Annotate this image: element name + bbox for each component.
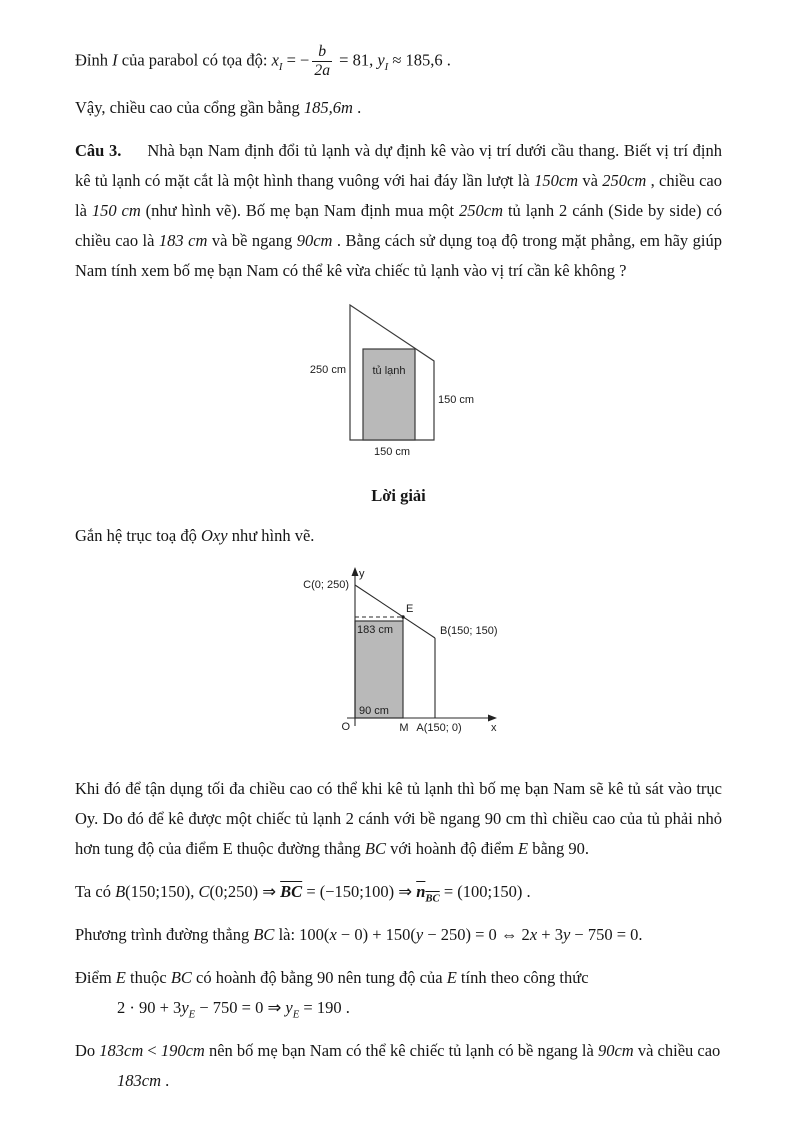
- math-run: Oxy: [201, 526, 228, 546]
- fraction-denominator: 2a: [314, 62, 331, 80]
- final-conclusion-paragraph: [75, 1036, 722, 1096]
- text-run: − 250) = 0 ⇔ 2: [423, 925, 530, 945]
- text-run: 2 · 90 + 3: [117, 998, 182, 1018]
- math-run: x: [271, 50, 279, 70]
- text-run: thuộc: [125, 968, 171, 988]
- text-run: = 81,: [335, 50, 378, 70]
- math-run: BC: [364, 839, 386, 859]
- question-3-statement: [75, 136, 722, 286]
- math-run: x: [529, 925, 538, 945]
- text-run: tính theo công thức: [456, 968, 589, 988]
- text-run: bằng 90.: [528, 839, 590, 859]
- text-run: .: [352, 97, 362, 117]
- vector-BC: $\overline{BC}$: [280, 882, 303, 902]
- math-run: 183 cm: [158, 230, 208, 250]
- normal-vector-n-BC: [416, 882, 440, 905]
- math-run: E: [115, 968, 126, 988]
- fig2-point-A-label: A(150; 0): [416, 722, 462, 735]
- question-label: Câu 3.: [75, 140, 122, 160]
- fig1-left-label: 250 cm: [309, 364, 346, 376]
- fig2-point-M-label: M: [399, 722, 409, 735]
- text-run: Do: [75, 1041, 100, 1061]
- text-run: = 190 .: [299, 998, 350, 1018]
- solution-heading: Lời giải: [371, 486, 426, 506]
- fig2-point-B-label: B(150; 150): [440, 625, 498, 638]
- text-run: có hoành độ bằng 90 nên tung độ của: [191, 968, 447, 988]
- math-run: E: [446, 968, 457, 988]
- text-run: của parabol có tọa độ:: [117, 50, 272, 70]
- text-run: như hình vẽ.: [227, 526, 315, 546]
- math-run: y: [285, 998, 293, 1018]
- math-run: 183cm: [117, 1071, 161, 1091]
- conclusion-height-line: [75, 93, 722, 123]
- text-run: Khi đó để tận dụng tối đa chiều cao có thể khi kê tủ lạnh thì bố mẹ bạn Nam sẽ kê tủ sát vào trục Oy. Do đó để kê được một chiếc tủ lạnh 2 cánh với bề ngang 90 cm thì chiều cao của tủ phải nhỏ hơn tung độ của điểm E thuộc đường thẳng: [75, 779, 722, 859]
- trapezoid-figure-svg: [306, 299, 491, 461]
- fig2-y-axis-label: y: [359, 568, 365, 581]
- math-run: 185,6m: [303, 97, 353, 117]
- figure-trapezoid: [75, 299, 722, 471]
- text-run: ≈ 185,6 .: [388, 50, 451, 70]
- fig1-right-label: 150 cm: [438, 394, 475, 406]
- math-run: y: [562, 925, 571, 945]
- text-run: là: 100(: [274, 925, 330, 945]
- text-run: Gắn hệ trục toạ độ: [75, 526, 201, 546]
- subscript: E: [188, 1008, 196, 1021]
- point-E-computation-paragraph: [75, 963, 722, 1023]
- text-run: tủ lạnh 2 cánh (Side by side) có chiều cao là: [75, 200, 722, 250]
- text-run: Nhà bạn Nam định đổi tủ lạnh và dự định kê vào vị trí dưới cầu thang. Biết vị trí định kê tủ lạnh có mặt cắt là một hình thang vuông với hai đáy lần lượt là: [75, 140, 722, 190]
- math-run: 90cm: [597, 1041, 634, 1061]
- conclusion-continuation-line: [117, 1066, 722, 1096]
- fig2-point-C-label: C(0; 250): [303, 579, 349, 592]
- math-run: BC: [170, 968, 192, 988]
- x-axis-arrow-icon: [488, 715, 497, 722]
- fig2-point-E-label: E: [406, 603, 414, 616]
- text-run: = (100;150) .: [439, 882, 531, 902]
- text-run: Đỉnh: [75, 50, 113, 70]
- math-run: y: [415, 925, 424, 945]
- math-run: y: [377, 50, 385, 70]
- math-run: n: [416, 882, 426, 902]
- figure-coordinate-system: [75, 564, 722, 756]
- text-run: <: [143, 1041, 161, 1061]
- math-run: 190cm: [160, 1041, 205, 1061]
- fig2-origin-label: O: [341, 721, 350, 734]
- text-run: . Bằng cách sử dụng toạ độ trong mặt phẳng, em hãy giúp Nam tính xem bố mẹ bạn Nam có thể kê vừa chiếc tủ lạnh vào vị trí cần kê không ?: [75, 230, 722, 280]
- text-run: (150;150),: [125, 882, 199, 902]
- text-run: (0;250) ⇒: [209, 882, 281, 902]
- fig2-height-label: 183 cm: [357, 624, 394, 637]
- text-run: − 0) + 150(: [336, 925, 416, 945]
- subscript: I: [384, 61, 389, 74]
- text-run: + 3: [537, 925, 563, 945]
- point-E-dot: [401, 615, 404, 618]
- math-run: 150 cm: [91, 200, 141, 220]
- text-run: Điểm: [75, 968, 116, 988]
- fig2-width-label: 90 cm: [359, 705, 389, 718]
- text-run: Phương trình đường thẳng: [75, 925, 254, 945]
- subscript: BC: [425, 892, 440, 905]
- reasoning-paragraph: [75, 774, 722, 864]
- text-run: và: [578, 170, 603, 190]
- math-run: 183cm: [99, 1041, 144, 1061]
- subscript: E: [292, 1008, 300, 1021]
- text-run: , chiều cao là: [75, 170, 722, 220]
- fig2-x-axis-label: x: [491, 722, 497, 735]
- fig1-fridge-label: tủ lạnh: [372, 365, 406, 377]
- text-run: = −: [282, 50, 310, 70]
- math-run: B: [115, 882, 126, 902]
- line-equation-paragraph: [75, 920, 722, 950]
- text-run: − 750 = 0.: [570, 925, 643, 945]
- math-run: I: [112, 50, 118, 70]
- math-run: C: [198, 882, 210, 902]
- math-run: y: [181, 998, 189, 1018]
- math-run: 250cm: [459, 200, 504, 220]
- text-run: với hoành độ điểm: [385, 839, 518, 859]
- math-run: 250cm: [602, 170, 647, 190]
- math-run: x: [329, 925, 337, 945]
- fridge-rect: [363, 349, 415, 440]
- vector-computation-line: [75, 877, 722, 907]
- math-run: 90cm: [296, 230, 333, 250]
- text-run: = (−150;100) ⇒: [302, 882, 417, 902]
- axes-setup-line: [75, 521, 722, 551]
- text-run: .: [161, 1071, 170, 1091]
- fraction-b-over-2a: [312, 44, 332, 80]
- text-run: nên bố mẹ bạn Nam có thể kê chiếc tủ lạnh có bề ngang là: [204, 1041, 598, 1061]
- equation-line: [117, 993, 722, 1023]
- text-run: và chiều cao: [633, 1041, 721, 1061]
- subscript: I: [278, 61, 283, 74]
- text-run: (như hình vẽ). Bố mẹ bạn Nam định mua một: [140, 200, 460, 220]
- text-run: và bề ngang: [207, 230, 297, 250]
- text-run: − 750 = 0 ⇒: [195, 998, 286, 1018]
- parabola-vertex-line: [75, 44, 722, 80]
- fraction-numerator: b: [312, 44, 332, 62]
- text-run: Vậy, chiều cao của cổng gần bằng: [75, 97, 304, 117]
- math-run: E: [517, 839, 529, 859]
- text-run: Ta có: [75, 882, 116, 902]
- math-run: 150cm: [534, 170, 579, 190]
- math-run: BC: [253, 925, 275, 945]
- coordinate-figure-svg: [291, 564, 506, 746]
- fig1-bottom-label: 150 cm: [373, 446, 411, 458]
- y-axis-arrow-icon: [352, 567, 359, 576]
